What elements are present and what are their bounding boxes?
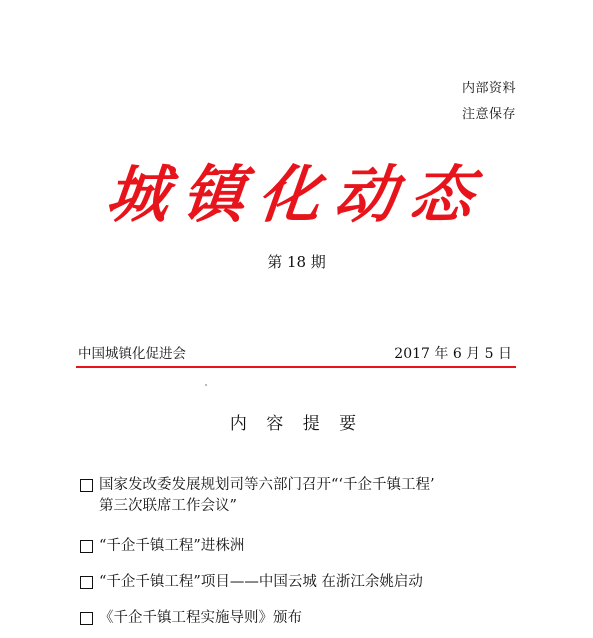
contents-heading: 内 容 提 要	[229, 414, 364, 434]
checkbox-icon	[80, 479, 93, 492]
contents-item-text-continued: 第三次联席工作会议”	[99, 498, 237, 514]
contents-item-text: “千企千镇工程”进株洲	[99, 538, 245, 554]
internal-material-label: 内部资料	[461, 81, 516, 96]
scan-speck	[205, 384, 207, 386]
contents-item-text: 《千企千镇工程实施导则》颁布	[99, 610, 302, 626]
checkbox-icon	[80, 540, 93, 553]
red-divider-rule	[76, 366, 516, 368]
publisher-name: 中国城镇化促进会	[78, 346, 186, 362]
keep-safe-label: 注意保存	[461, 107, 516, 122]
publication-date: 2017 年 6 月 5 日	[394, 346, 512, 362]
contents-item-text: “千企千镇工程”项目——中国云城 在浙江余姚启动	[99, 574, 423, 590]
masthead-title: 城镇化动态	[102, 158, 491, 231]
checkbox-icon	[80, 576, 93, 589]
contents-item-text: 国家发改委发展规划司等六部门召开“‘千企千镇工程’	[99, 477, 435, 493]
checkbox-icon	[80, 612, 93, 625]
issue-number: 第 18 期	[267, 253, 326, 271]
